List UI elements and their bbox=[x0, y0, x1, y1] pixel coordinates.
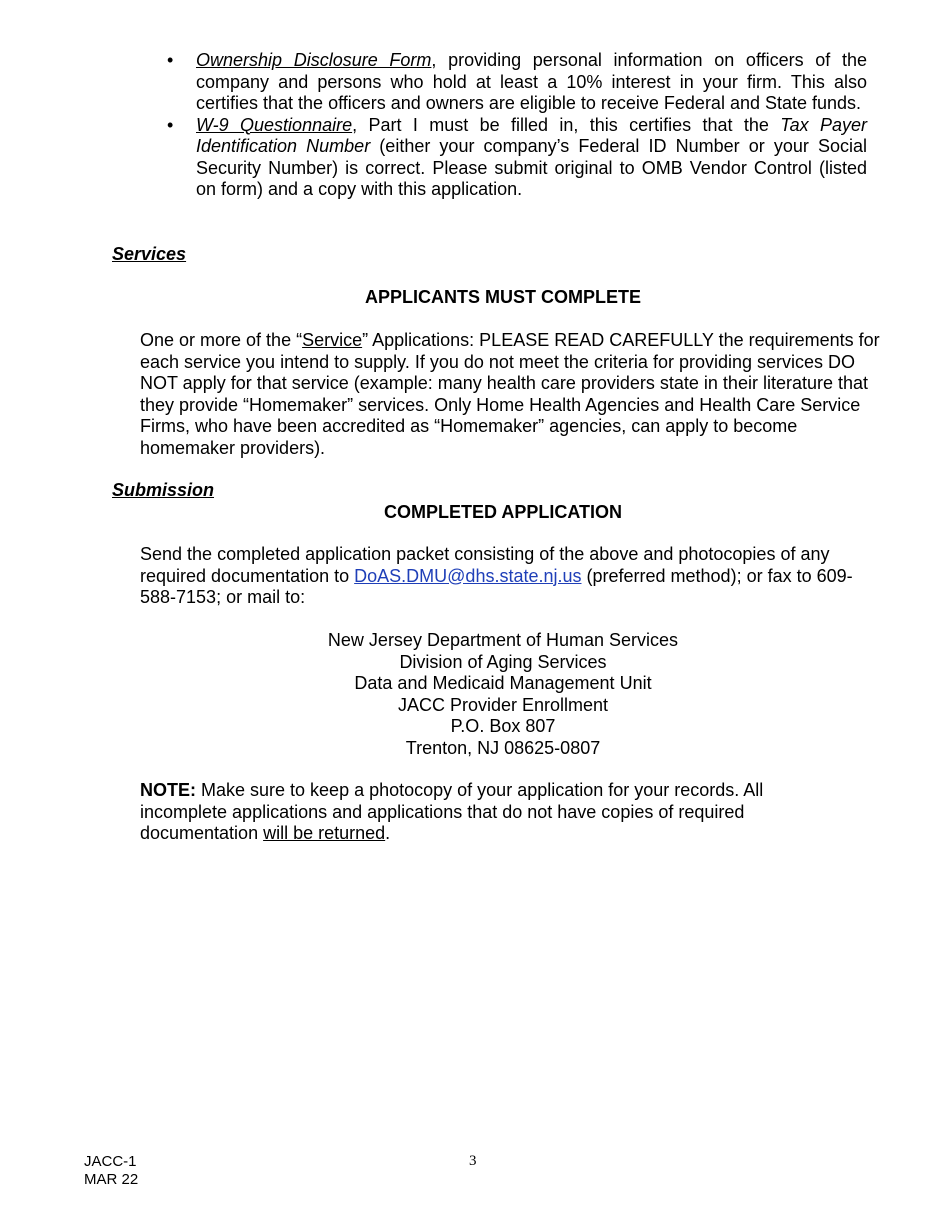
bullet-icon: • bbox=[167, 114, 174, 135]
note-text-a: Make sure to keep a photocopy of your application for your records. All incomplete applications and applications that do not have copies of required documentation bbox=[140, 780, 764, 843]
address-line: Division of Aging Services bbox=[399, 651, 607, 672]
submission-subheading: COMPLETED APPLICATION bbox=[384, 502, 622, 522]
form-date: MAR 22 bbox=[84, 1170, 139, 1188]
address-line: JACC Provider Enrollment bbox=[397, 694, 609, 715]
service-word: Service bbox=[302, 330, 363, 350]
services-para-b: ” Applications: PLEASE READ CAREFULLY the requirements for each service you intend to supply. If you do not meet the criteria for providing services DO NOT apply for that service (example: many health care providers state in their literature that they provide “Homemaker” services. Only Home Health Agencies and Health Care Service Firms, who have been accredited as “Homemaker” agencies, can apply to become homemaker providers). bbox=[140, 330, 880, 458]
submission-para-a: Send the completed application packet consisting of the above and photocopies of any required documentation to bbox=[140, 544, 830, 586]
address-line: Trenton, NJ 08625-0807 bbox=[405, 737, 601, 758]
page-number: 3 bbox=[469, 1153, 477, 1169]
address-line: Data and Medicaid Management Unit bbox=[354, 673, 652, 693]
list-item bbox=[165, 50, 867, 115]
w9-text-b: (either your company’s Federal ID Number or your Social Security Number) is correct. Please submit original to OMB Vendor Control (listed on form) and a copy with this application. bbox=[196, 136, 867, 199]
w9-title: W-9 Questionnaire bbox=[196, 114, 353, 135]
w9-emphasis: Tax Payer Identification Number bbox=[196, 114, 867, 156]
services-paragraph bbox=[140, 330, 880, 459]
note-underlined: will be returned bbox=[263, 823, 386, 843]
note-label: NOTE: bbox=[140, 780, 196, 800]
submission-para-b: (preferred method); or fax to 609-588-7153; or mail to: bbox=[140, 565, 853, 607]
address-line: New Jersey Department of Human Services bbox=[327, 630, 679, 650]
submission-heading: Submission bbox=[112, 480, 215, 500]
submission-paragraph bbox=[140, 544, 880, 609]
services-heading: Services bbox=[112, 244, 187, 264]
ownership-form-title: Ownership Disclosure Form bbox=[196, 50, 432, 70]
note-text-b: . bbox=[385, 823, 391, 843]
services-para-a: One or more of the “ bbox=[140, 330, 303, 350]
address-line: P.O. Box 807 bbox=[450, 716, 556, 736]
bullet-list bbox=[165, 50, 867, 201]
footer-form-code bbox=[84, 1153, 138, 1188]
list-item bbox=[165, 115, 867, 201]
form-code: JACC-1 bbox=[84, 1153, 137, 1170]
mailing-address bbox=[0, 630, 950, 759]
ownership-form-text: , providing personal information on officers of the company and persons who hold at least a 10% interest in your firm. This also certifies that the officers and owners are eligible to receive Federal and State funds. bbox=[196, 50, 867, 113]
w9-text-a: , Part I must be filled in, this certifies that the bbox=[352, 114, 781, 135]
note-paragraph bbox=[140, 780, 840, 845]
bullet-icon: • bbox=[167, 50, 174, 70]
services-subheading: APPLICANTS MUST COMPLETE bbox=[364, 287, 641, 307]
email-link[interactable]: DoAS.DMU@dhs.state.nj.us bbox=[354, 565, 582, 586]
